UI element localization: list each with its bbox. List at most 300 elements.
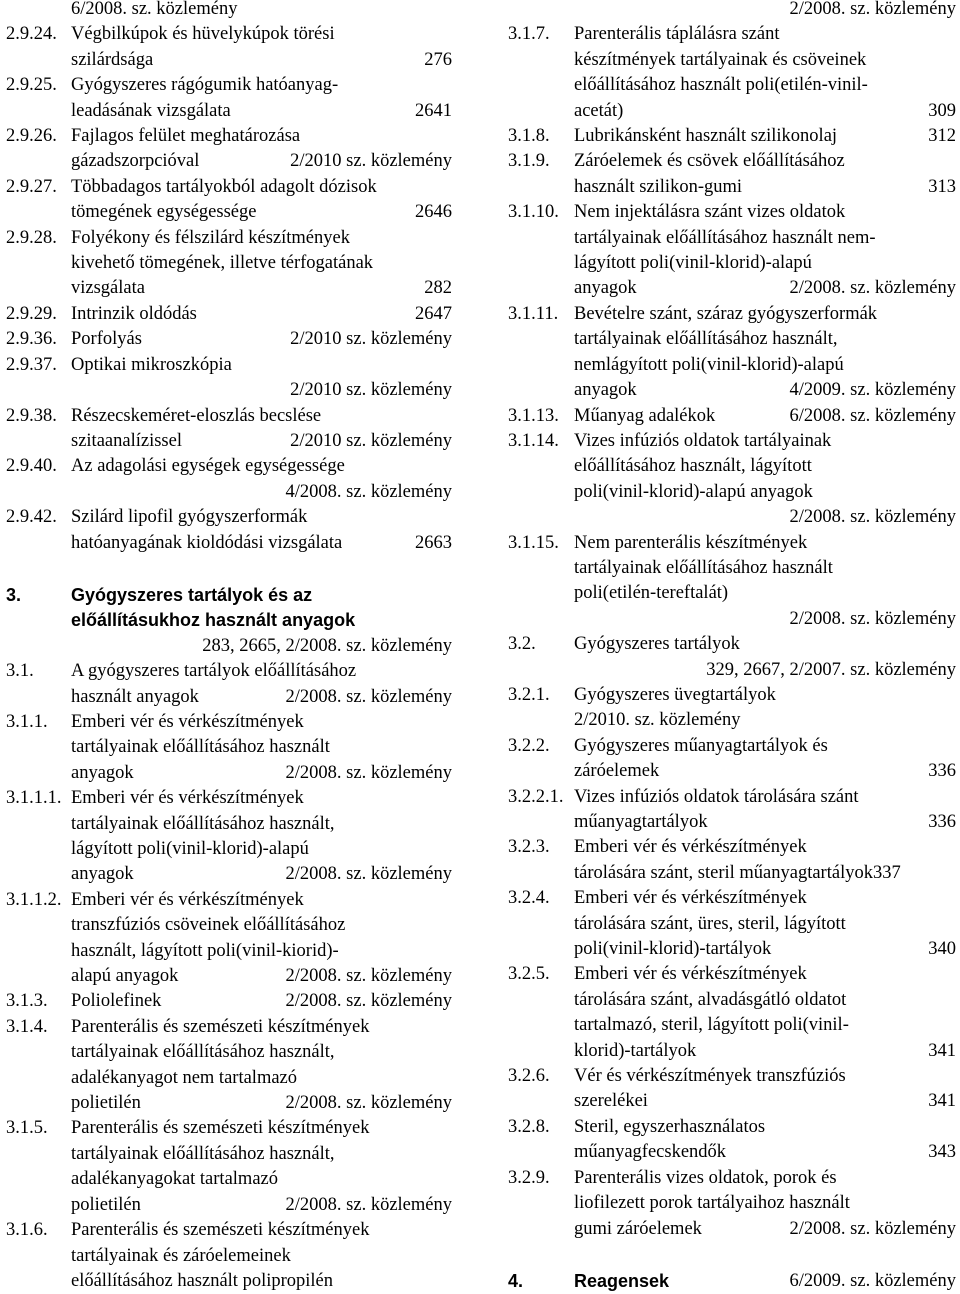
toc-entry	[508, 404, 956, 429]
entry-title: Emberi vér és vérkészítmények	[574, 964, 807, 985]
entry-line	[71, 276, 452, 301]
entry-title: liofilezett porok tartályaihoz használt	[574, 1193, 850, 1214]
page-reference: 2/2008. sz. közlemény	[789, 278, 956, 299]
entry-line	[574, 200, 956, 225]
entry-title: adalékanyagokat tartalmazó	[71, 1169, 278, 1190]
entry-line	[71, 22, 452, 47]
entry-title: tartályainak előállításához használt nem-	[574, 227, 876, 248]
entry-line	[71, 378, 452, 403]
section-number: 2.9.29.	[6, 303, 57, 324]
section-gap	[0, 556, 452, 583]
section-number: 2.9.36.	[6, 329, 57, 350]
entry-line	[574, 124, 956, 149]
entry-title: használt anyagok	[71, 686, 199, 707]
page-reference: 2647	[415, 303, 452, 324]
entry-line	[71, 0, 452, 22]
entry-line	[71, 99, 452, 124]
entry-line	[574, 1191, 956, 1216]
entry-title: lágyított poli(vinil-klorid)-alapú	[574, 253, 812, 274]
entry-title: Fajlagos felület meghatározása	[71, 126, 301, 147]
entry-title: tartályainak előállításához használt	[574, 557, 833, 578]
entry-line	[71, 1142, 452, 1167]
entry-line	[574, 1166, 956, 1191]
toc-entry	[0, 353, 452, 404]
entry-line	[574, 302, 956, 327]
entry-title: anyagok	[574, 278, 637, 299]
entry-line	[574, 632, 956, 657]
section-number: 2.9.26.	[6, 126, 57, 147]
toc-entry	[0, 1015, 452, 1117]
entry-line	[71, 505, 452, 530]
entry-title: Részecskeméret-eloszlás becslése	[71, 405, 322, 426]
entry-title: tárolására szánt, steril műanyagtartályok337	[574, 862, 901, 883]
entry-title: szilárdsága	[71, 49, 154, 70]
entry-title: szitaanalízissel	[71, 430, 182, 451]
toc-entry	[0, 73, 452, 124]
entry-title: Emberi vér és vérkészítmények	[71, 889, 304, 910]
section-number: 3.2.	[508, 634, 536, 655]
page-reference: 340	[928, 939, 956, 960]
entry-title: Reagensek	[574, 1270, 670, 1291]
section-number: 3.1.5.	[6, 1118, 48, 1139]
entry-line	[574, 327, 956, 352]
section-number: 3.1.8.	[508, 126, 550, 147]
entry-title: használt szilikon-gumi	[574, 176, 743, 197]
page-reference: 2/2010 sz. közlemény	[290, 151, 452, 172]
toc-entry	[508, 1115, 956, 1166]
section-number: 3.1.3.	[6, 991, 48, 1012]
entry-title: klorid)-tartályok	[574, 1040, 697, 1061]
entry-line	[71, 200, 452, 225]
section-number: 3.2.4.	[508, 888, 550, 909]
entry-line	[574, 276, 956, 301]
entry-line	[574, 404, 956, 429]
section-number: 3.1.	[6, 661, 34, 682]
entry-title: Emberi vér és vérkészítmények	[574, 837, 807, 858]
entry-title: használt, lágyított poli(vinil-kiorid)-	[71, 940, 339, 961]
entry-title: Vizes infúziós oldatok tárolására szánt	[574, 786, 859, 807]
entry-title: készítmények tartályainak és csöveinek	[574, 49, 867, 70]
entry-line	[71, 608, 452, 633]
entry-title: műanyagtartályok	[574, 812, 708, 832]
section-number: 2.9.38.	[6, 405, 57, 426]
toc-entry	[508, 149, 956, 200]
entry-title: tartályainak előállításához használt,	[71, 1042, 335, 1063]
entry-line	[574, 607, 956, 632]
entry-line	[574, 429, 956, 454]
entry-title: tartályainak előállításához használt,	[574, 329, 838, 350]
entry-line	[574, 962, 956, 987]
page-reference: 2/2010 sz. közlemény	[290, 430, 452, 451]
page-reference: 2641	[415, 100, 452, 121]
toc-entry	[508, 22, 956, 124]
entry-title: szerelékei	[574, 1091, 648, 1112]
entry-title: Emberi vér és vérkészítmények	[71, 711, 304, 732]
entry-title: Parenterális és szemészeti készítmények	[71, 1118, 370, 1139]
page-reference: 336	[928, 761, 956, 782]
entry-line	[71, 48, 452, 73]
toc-entry	[508, 835, 956, 886]
entry-line	[574, 378, 956, 403]
page-reference: 2/2008. sz. közlemény	[285, 966, 452, 987]
toc-entry	[508, 429, 956, 531]
entry-title: Parenterális és szemészeti készítmények	[71, 1016, 370, 1037]
entry-line	[71, 124, 452, 149]
toc-entry	[508, 124, 956, 149]
page-reference: 309	[928, 100, 956, 121]
entry-line	[71, 302, 452, 327]
entry-title: előállításához használt, lágyított	[574, 456, 812, 477]
entry-title: Gyógyszeres tartályok és az	[71, 584, 313, 605]
entry-line	[574, 149, 956, 174]
section-number: 3.2.2.	[508, 735, 550, 756]
entry-title: Szilárd lipofil gyógyszerformák	[71, 507, 308, 528]
entry-title: tárolására szánt, alvadásgátló oldatot	[574, 989, 847, 1010]
section-number: 2.9.42.	[6, 507, 57, 528]
page-reference: 276	[424, 49, 452, 70]
entry-line	[574, 1217, 956, 1242]
toc-entry	[0, 1116, 452, 1218]
page-reference: 343	[928, 1142, 956, 1163]
entry-title: Poliolefinek	[71, 991, 162, 1012]
section-number: 2.9.25.	[6, 75, 57, 96]
entry-title: anyagok	[71, 762, 134, 783]
entry-title: Parenterális és szemészeti készítmények	[71, 1220, 370, 1241]
entry-line	[574, 353, 956, 378]
entry-title: Folyékony és félszilárd készítmények	[71, 227, 350, 248]
entry-title: tartályainak előállításához használt,	[71, 1143, 335, 1164]
toc-entry	[508, 1166, 956, 1242]
entry-line	[71, 862, 452, 887]
entry-title: előállításához használt polipropilén	[71, 1270, 333, 1291]
section-number: 3.1.1.	[6, 711, 48, 732]
entry-title: Intrinzik oldódás	[71, 303, 197, 324]
entry-line	[574, 937, 956, 962]
entry-line	[574, 658, 956, 683]
entry-title: hatóanyagának kioldódási vizsgálata	[71, 532, 343, 553]
toc-entry	[0, 710, 452, 786]
entry-line	[71, 634, 452, 659]
entry-line	[71, 1244, 452, 1269]
entry-line	[574, 708, 956, 733]
entry-title: acetát)	[574, 100, 624, 121]
section-number: 3.2.8.	[508, 1116, 550, 1137]
entry-line	[574, 1039, 956, 1064]
entry-title: poli(etilén-tereftalát)	[574, 583, 729, 604]
toc-entry	[0, 989, 452, 1014]
entry-title: vizsgálata	[71, 278, 145, 299]
page-reference: 2/2008. sz. közlemény	[285, 686, 452, 707]
entry-line	[71, 226, 452, 251]
section-number: 3.2.1.	[508, 684, 550, 705]
section-number: 2.9.37.	[6, 354, 57, 375]
entry-line	[574, 505, 956, 530]
entry-line	[71, 761, 452, 786]
entry-title: transzfúziós csöveinek előállításához	[71, 915, 346, 936]
entry-line	[71, 1040, 452, 1065]
entry-line	[71, 735, 452, 760]
entry-title: Parenterális táplálásra szánt	[574, 24, 780, 45]
entry-title: Parenterális vizes oldatok, porok és	[574, 1167, 837, 1188]
entry-line	[71, 480, 452, 505]
entry-line	[71, 149, 452, 174]
section-number: 3.2.6.	[508, 1066, 550, 1087]
page-reference: 2/2008. sz. közlemény	[285, 991, 452, 1012]
entry-line	[71, 685, 452, 710]
entry-title: 2/2010. sz. közlemény	[574, 710, 741, 731]
section-number: 3.1.13.	[508, 405, 559, 426]
toc-entry	[508, 200, 956, 302]
page-reference: 6/2009. sz. közlemény	[789, 1270, 956, 1291]
page-reference: 2/2008. sz. közlemény	[285, 762, 452, 783]
page-reference: 2/2008. sz. közlemény	[789, 507, 956, 528]
entry-line	[71, 73, 452, 98]
section-number: 2.9.40.	[6, 456, 57, 477]
entry-title: Záróelemek és csövek előállításához	[574, 151, 845, 172]
entry-line	[574, 454, 956, 479]
entry-title: Gyógyszeres rágógumik hatóanyag-	[71, 75, 339, 96]
toc-entry	[508, 734, 956, 785]
toc-entry	[0, 659, 452, 710]
toc-entry	[0, 22, 452, 73]
entry-line	[71, 583, 452, 608]
entry-title: Optikai mikroszkópia	[71, 354, 232, 375]
toc-entry	[0, 302, 452, 327]
page-reference: 329, 2667, 2/2007. sz. közlemény	[706, 659, 956, 680]
entry-title: Az adagolási egységek egységessége	[71, 456, 345, 477]
section-number: 3.2.5.	[508, 964, 550, 985]
section-number: 3.2.9.	[508, 1167, 550, 1188]
section-number: 3.1.10.	[508, 202, 559, 223]
toc-entry	[508, 785, 956, 836]
toc-entry	[0, 583, 452, 659]
left-column	[0, 0, 452, 1294]
entry-line	[574, 759, 956, 784]
entry-line	[574, 734, 956, 759]
page-reference: 2/2008. sz. közlemény	[285, 1093, 452, 1114]
entry-line	[71, 1193, 452, 1218]
entry-title: tárolására szánt, üres, steril, lágyított	[574, 913, 846, 934]
entry-line	[574, 835, 956, 860]
entry-line	[71, 939, 452, 964]
section-number: 2.9.24.	[6, 24, 57, 45]
entry-line	[71, 964, 452, 989]
toc-entry	[508, 0, 956, 22]
entry-line	[574, 1115, 956, 1140]
entry-line	[71, 429, 452, 454]
page-reference: 2/2010 sz. közlemény	[290, 380, 452, 401]
entry-line	[71, 1116, 452, 1141]
entry-title: alapú anyagok	[71, 966, 179, 987]
section-number: 2.9.28.	[6, 227, 57, 248]
entry-title: kivehető tömegének, illetve térfogatának	[71, 253, 374, 274]
page-reference: 312	[928, 126, 956, 147]
toc-entry	[0, 888, 452, 990]
section-number: 3.1.9.	[508, 151, 550, 172]
entry-title: tartalmazó, steril, lágyított poli(vinil-	[574, 1015, 849, 1036]
entry-title: A gyógyszeres tartályok előállításához	[71, 661, 357, 682]
entry-line	[574, 531, 956, 556]
toc-entry	[0, 454, 452, 505]
page-reference: 341	[928, 1040, 956, 1061]
page-reference: 336	[928, 812, 956, 832]
entry-title: Steril, egyszerhasználatos	[574, 1116, 766, 1137]
entry-line	[71, 1066, 452, 1091]
page-reference: 2646	[415, 202, 452, 223]
section-number: 3.2.2.1.	[508, 786, 564, 807]
entry-title: műanyagfecskendők	[574, 1142, 727, 1163]
entry-title: leadásának vizsgálata	[71, 100, 231, 121]
page-reference: 6/2008. sz. közlemény	[789, 405, 956, 426]
entry-line	[71, 1218, 452, 1243]
entry-line	[574, 73, 956, 98]
entry-line	[574, 0, 956, 22]
entry-line	[71, 454, 452, 479]
entry-title: nemlágyított poli(vinil-klorid)-alapú	[574, 354, 844, 375]
section-number: 3.1.14.	[508, 430, 559, 451]
page-reference: 2/2008. sz. közlemény	[285, 1194, 452, 1215]
toc-entry	[0, 175, 452, 226]
page-reference: 313	[928, 176, 956, 197]
toc-entry	[0, 1218, 452, 1294]
entry-line	[71, 1015, 452, 1040]
toc-entry	[508, 632, 956, 683]
entry-title: tartályainak előállításához használt	[71, 737, 330, 758]
entry-line	[71, 812, 452, 837]
entry-line	[71, 837, 452, 862]
entry-title: Végbilkúpok és hüvelykúpok törési	[71, 24, 335, 45]
toc-entry	[508, 302, 956, 404]
entry-line	[574, 861, 956, 886]
toc-entry	[0, 327, 452, 352]
entry-title: lágyított poli(vinil-klorid)-alapú	[71, 839, 309, 859]
entry-line	[574, 581, 956, 606]
entry-line	[71, 659, 452, 684]
toc-entry	[508, 683, 956, 734]
page-reference: 283, 2665, 2/2008. sz. közlemény	[202, 635, 452, 656]
entry-line	[574, 785, 956, 810]
entry-title: Porfolyás	[71, 329, 142, 350]
section-number: 4.	[508, 1270, 524, 1291]
entry-title: poli(vinil-klorid)-tartályok	[574, 939, 772, 960]
entry-line	[574, 22, 956, 47]
entry-line	[574, 1269, 956, 1294]
page-reference: 2/2008. sz. közlemény	[789, 1218, 956, 1239]
section-number: 3.1.7.	[508, 24, 550, 45]
entry-title: Gyógyszeres műanyagtartályok és	[574, 735, 828, 756]
page-reference: 2/2008. sz. közlemény	[285, 864, 452, 885]
toc-entry	[508, 531, 956, 633]
entry-line	[574, 99, 956, 124]
toc-entry	[0, 505, 452, 556]
entry-line	[71, 1269, 452, 1294]
entry-line	[574, 1089, 956, 1114]
entry-line	[574, 1140, 956, 1165]
entry-title: tömegének egységessége	[71, 202, 257, 223]
entry-line	[574, 251, 956, 276]
entry-title: Bevételre szánt, száraz gyógyszerformák	[574, 303, 878, 324]
entry-title: tartályainak előállításához használt,	[71, 813, 335, 834]
entry-line	[574, 810, 956, 835]
toc-entry	[508, 1269, 956, 1294]
page-reference: 2663	[415, 532, 452, 553]
entry-line	[71, 913, 452, 938]
toc-entry	[508, 1064, 956, 1115]
entry-title: polietilén	[71, 1194, 141, 1215]
page-reference: 2/2008. sz. közlemény	[789, 0, 956, 19]
page-reference: 4/2008. sz. közlemény	[285, 481, 452, 502]
section-number: 3.1.1.1.	[6, 788, 62, 809]
entry-line	[574, 886, 956, 911]
entry-title: Gyógyszeres tartályok	[574, 634, 740, 655]
section-number: 3.2.3.	[508, 837, 550, 858]
entry-line	[574, 48, 956, 73]
toc-entry	[0, 124, 452, 175]
entry-line	[574, 988, 956, 1013]
section-number: 3.1.15.	[508, 532, 559, 553]
entry-line	[71, 404, 452, 429]
toc-entry	[0, 0, 452, 22]
entry-title: polietilén	[71, 1093, 141, 1114]
entry-line	[71, 710, 452, 735]
section-number: 3.1.4.	[6, 1016, 48, 1037]
entry-line	[574, 912, 956, 937]
entry-title: Vizes infúziós oldatok tartályainak	[574, 430, 832, 451]
entry-title: gumi záróelemek	[574, 1218, 702, 1239]
entry-title: Nem parenterális készítmények	[574, 532, 808, 553]
entry-line	[71, 353, 452, 378]
entry-title: előállításukhoz használt anyagok	[71, 610, 356, 631]
entry-line	[574, 175, 956, 200]
entry-line	[574, 1064, 956, 1089]
entry-line	[574, 683, 956, 708]
entry-title: előállításához használt poli(etilén-vinil-	[574, 75, 868, 96]
section-number: 3.1.1.2.	[6, 889, 62, 910]
entry-title: Lubrikánsként használt szilikonolaj	[574, 126, 838, 147]
page-reference: 6/2008. sz. közlemény	[71, 0, 238, 19]
entry-title: Műanyag adalékok	[574, 405, 716, 426]
entry-title: adalékanyagot nem tartalmazó	[71, 1067, 298, 1088]
entry-line	[71, 327, 452, 352]
entry-line	[574, 556, 956, 581]
entry-title: tartályainak és záróelemeinek	[71, 1245, 291, 1266]
section-gap	[508, 1242, 956, 1269]
page-reference: 282	[424, 278, 452, 299]
entry-title: anyagok	[574, 380, 637, 401]
entry-title: Vér és vérkészítmények transzfúziós	[574, 1066, 846, 1087]
entry-line	[71, 175, 452, 200]
entry-title: anyagok	[71, 864, 134, 885]
page-reference: 4/2009. sz. közlemény	[789, 380, 956, 401]
toc-entry	[508, 962, 956, 1064]
entry-line	[71, 251, 452, 276]
right-column	[508, 0, 956, 1294]
entry-line	[574, 226, 956, 251]
entry-title: poli(vinil-klorid)-alapú anyagok	[574, 481, 813, 502]
toc-entry	[0, 404, 452, 455]
entry-title: záróelemek	[574, 761, 660, 782]
page-reference: 2/2010 sz. közlemény	[290, 329, 452, 350]
entry-line	[71, 1167, 452, 1192]
section-number: 2.9.27.	[6, 176, 57, 197]
entry-line	[71, 1091, 452, 1116]
entry-title: Emberi vér és vérkészítmények	[574, 888, 807, 909]
section-number: 3.	[6, 584, 22, 605]
toc-entry	[0, 226, 452, 302]
entry-line	[574, 480, 956, 505]
entry-line	[71, 989, 452, 1014]
entry-title: Gyógyszeres üvegtartályok	[574, 684, 776, 705]
